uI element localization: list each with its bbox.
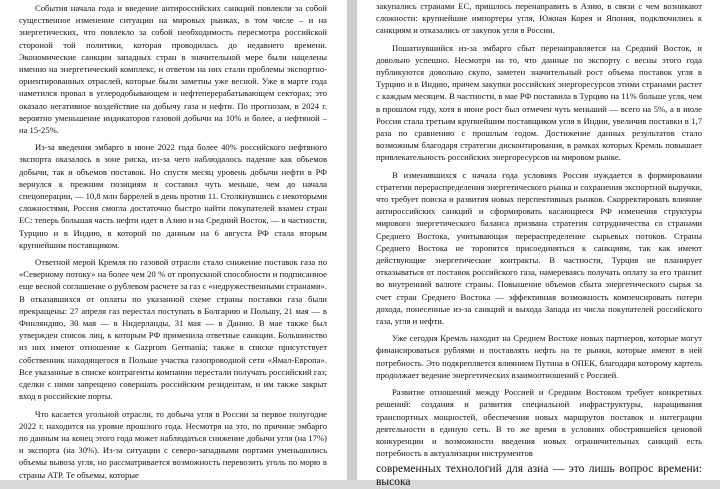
left-paragraph-2: Из-за введения эмбарго в июне 2022 года более 40% российского нефтяного экспорта оказалось в зоне риска, из-за чего наблюдалось падение как объемов добычи, так и объемов поставок. Но спустя месяц уровень добычи нефти в РФ вернулся к прежним позициям и составил чуть меньше, чем до начала спецоперации, — 10,8 млн баррелей в день против 11. Столкнувшись с некоторыми сложностями, Россия смогла достаточно быстро найти покупателей взамен стран ЕС: теперь большая часть нефти идет в Азию и на Средний Восток, — в частности, Турцию и в Индию, в которой по данным на 6 августа РФ стала вторым крупнейшим поставщиком. [19, 142, 327, 250]
page-gutter [347, 0, 357, 480]
right-paragraph-4: Уже сегодня Кремль находит на Среднем Востоке новых партнеров, которые могут финансироваться рублями и поставлять нефть на те рынки, которые имеют в ней потребность. Это подкрепляется влиянием Путина в ОПЕК, благодаря которому картель продолжает ведение энергетических взаимоотношений с Россией. [376, 333, 702, 380]
right-paragraph-3: В изменившихся с начала года условиях Россия нуждается в формировании стратегии перераспределения энергетического рынка и сохранения экспортной выручки, что требует поиска и развития новых перспективных рынков. Скорректировать влияние антироссийских санкций и сформировать касающиеся РФ изменения структуры мирового энергетического баланса призвана стратегия сотрудничества со странами Среднего Востока, учитывающая перераспределение сырьевых потоков. Страны Среднего Востока не торопятся присоединяться к санкциям, так как имеют действующие энергетические контракты. В частности, Турция не планирует отказываться от поставок российского газа, намереваясь получать оплату за его транзит во внутренний валюте страны. Повышение объемов сбыта энергетического сырья за счет стран Среднего Востока — эффективная возможность компенсировать потери дохода, понесенные из-за санкций и выхода Запада из числа покупателей российского газа, угля и нефти. [376, 169, 702, 327]
left-paragraph-4: Что касается угольной отрасли, то добыча угля в России за первое полугодие 2022 г. находится на уровне прошлого года. Несмотря на это, по причине эмбарго по данным на конец этого года может наблюдаться снижение добычи угля (на 17%) и экспорта (на 30%). Из-за ситуации с северо-западными портами уменьшились объемы вывоза угля, но рассматривается возможность перевозить уголь по морю в страны АТР. Те объемы, которые [19, 408, 327, 480]
left-page [0, 0, 347, 480]
right-paragraph-1: закупались странами ЕС, пришлось перенаправить в Азию, в связи с чем возникают сложности: крупнейшие импортеры угля, Южная Корея и Япония, подключились к санкциям и отказались от закупок угля в России. [376, 1, 702, 36]
right-page [357, 0, 720, 489]
right-paragraph-5: Развитие отношений между Россией и Средним Востоком требует конкретных решений: создания и развития специальной инфраструктуры, наращивания транспортных мощностей, обеспечения новых маршрутов поставок и интеграции деятельности в единую сеть. В то же время в условиях обострившейся ценовой конкуренции и возможности введения новых ограничительных санкций есть потребность в актуализации инструментов [376, 387, 702, 459]
right-tail-line: современных технологий для азиа — это лишь вопрос времени: высока [376, 463, 702, 489]
left-paragraph-1: События начала года и введение антироссийских санкций повлекли за собой существенное изменение ситуации на мировых рынках, в том числе – и на энергетических, что повлекло за собой необходимость пересмотра российской стороной той политики, которая проводилась до недавнего времени. Экономические санкции западных стран в значительной мере были нацелены именно на энергетический комплекс, и ответом на них стали проблемы экспортно-ориентированных отраслей, которые были заметны уже весной. Уже в марте года наметился провал в углеродобывающем и нефтеперерабатывающем секторах; это оказало негативное воздействие на добычу газа и нефти. По прогнозам, в 2024 г. вероятно уменьшение индикаторов газовой добычи на 10% и более, а нефтяной – на 15-25%. [19, 3, 327, 136]
left-paragraph-3: Ответной мерой Кремля по газовой отрасли стало снижение поставок газа по «Северному потоку» на более чем 20 % от пропускной способности и подписанное еще весной соглашение о рублевом расчете за газ с «недружественными странами». В отказавшихся от оплаты по указанной схеме страны поставки газа были прекращены: 27 апреля газ перестал поступать в Болгарию и Польшу, 21 мая — в Финляндию, 30 мая — в Нидерланды, 31 мая — в Данию. В мае также был утвержден список лиц, к которым РФ применила ответные санкции. Большинство из них имеют отношение к Gazprom Germania; также в списке присутствует собственник находящегося в Польше участка газопроводной сети «Ямал-Европа». Все указанные в списке контрагенты компании перестали получать российский газ; сделки с ними запрещено совершать российским резидентам, и им также закрыт вход в российские порты. [19, 257, 327, 402]
right-paragraph-2: Пошатнувшийся из-за эмбарго сбыт перенаправляется на Средний Восток, и довольно успешно. Несмотря на то, что данные по экспорту с весны этого года публикуются довольно скупо, заметен значительный рост объема поставок угля в Турцию и в Индию, причем закупки российских энергоресурсов этими странами растет с каждым месяцем. В частности, в мае РФ поставила в Турцию на 11% больше угля, чем в прошлом году, хотя в июне рост был отмечен чуть меньший — всего на 5%, а в июле Россия стала третьим крупнейшим поставщиком угля в Индии, увеличив поставки в 1,7 раза по сравнению с прошлым годом. Достижение данных результатов стало возможным благодаря стратегии дисконтирования, в рамках которых Кремль повышает привлекательность российских энергоресурсов на мировом рынке. [376, 42, 702, 163]
